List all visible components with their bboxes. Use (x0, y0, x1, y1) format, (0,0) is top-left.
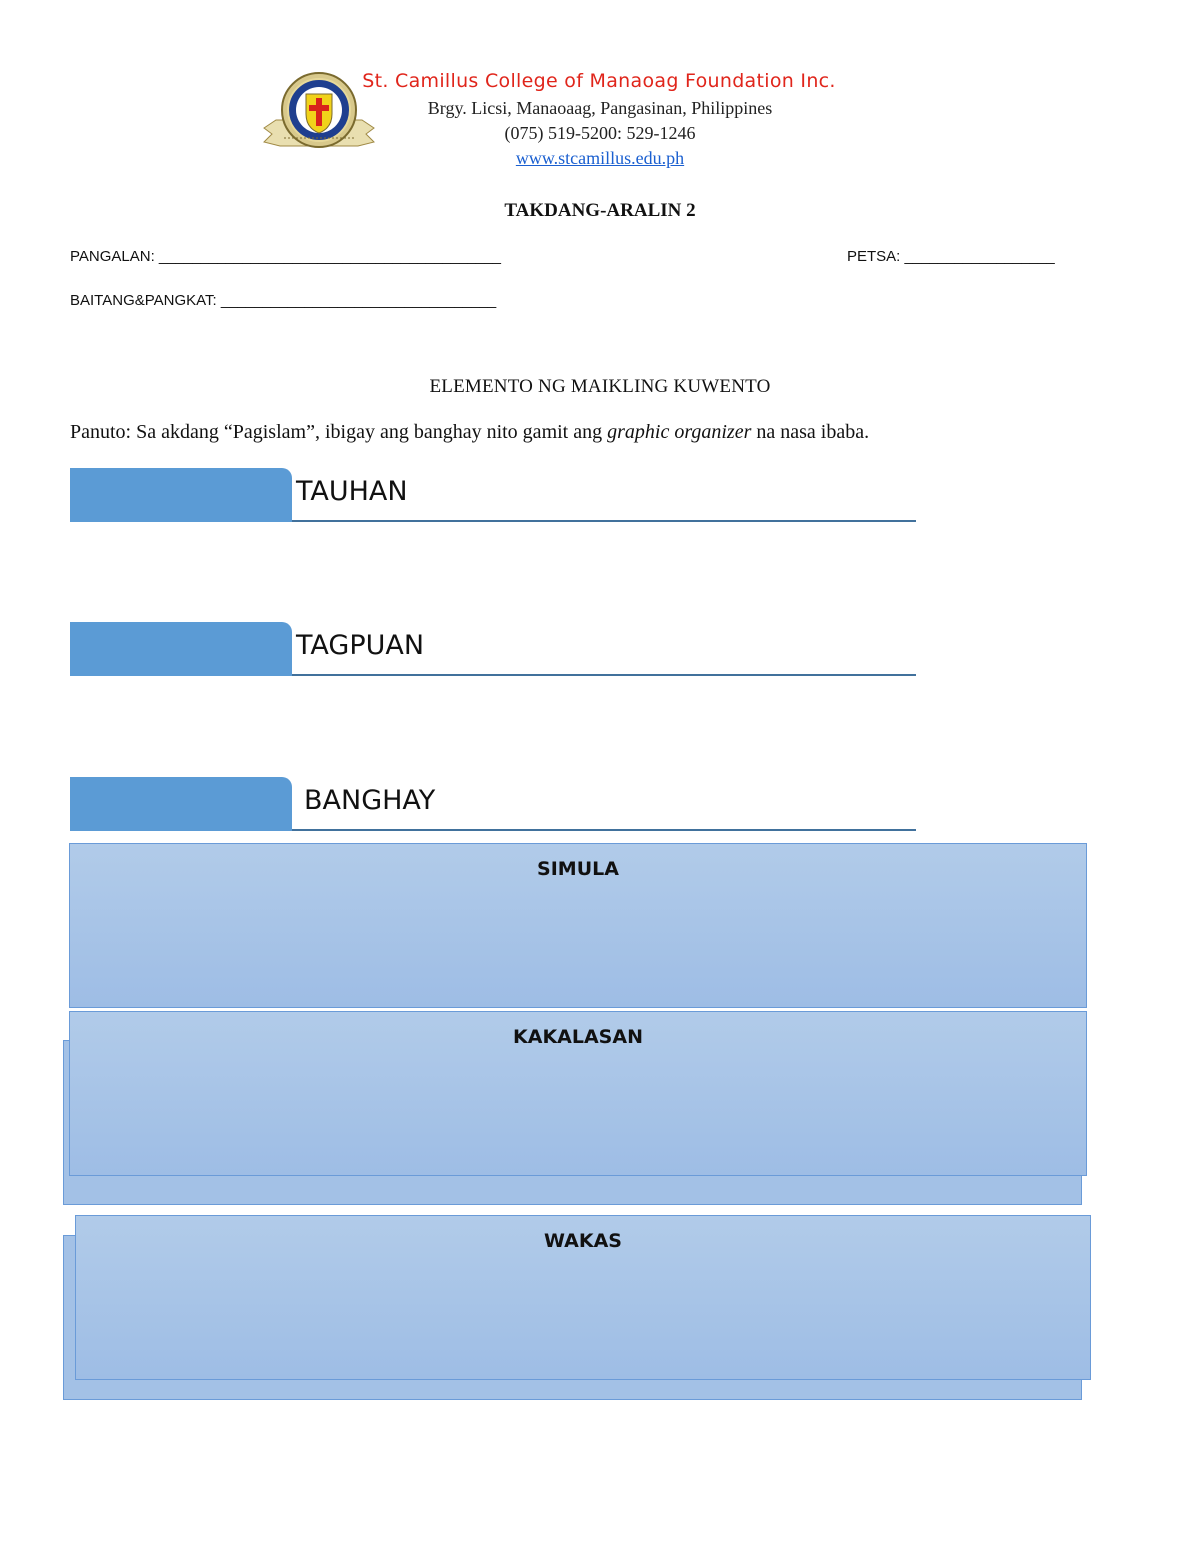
wakas-box[interactable] (75, 1215, 1091, 1380)
banghay-underline (292, 829, 916, 831)
school-address: Brgy. Licsi, Manaoaag, Pangasinan, Philippines (427, 98, 773, 118)
date-field: PETSA: __________________ (847, 248, 1055, 265)
tagpuan-tab (70, 622, 292, 676)
section-title: ELEMENTO NG MAIKLING KUWENTO (429, 376, 771, 397)
kakalasan-label: KAKALASAN (513, 1026, 643, 1048)
simula-box[interactable] (69, 843, 1087, 1008)
tagpuan-header (70, 622, 916, 676)
school-name: St. Camillus College of Manaoag Foundation Inc. (362, 70, 836, 92)
instruction-text (70, 421, 1170, 444)
simula-label: SIMULA (537, 858, 619, 880)
tauhan-label: TAUHAN (296, 476, 408, 507)
instruction-part-2: na nasa ibaba. (751, 421, 870, 443)
document-title: TAKDANG-ARALIN 2 (504, 200, 696, 221)
school-phone: (075) 519-5200: 529-1246 (504, 123, 696, 143)
kakalasan-box[interactable] (69, 1011, 1087, 1176)
tagpuan-underline (292, 674, 916, 676)
grade-section-field: BAITANG&PANGKAT: _________________________________ (70, 292, 497, 309)
wakas-label: WAKAS (544, 1230, 622, 1252)
tauhan-underline (292, 520, 916, 522)
tauhan-header (70, 468, 916, 522)
instruction-part-1: Panuto: Sa akdang “Pagislam”, ibigay ang banghay nito gamit ang (70, 421, 608, 443)
name-field: PANGALAN: _________________________________________ (70, 248, 501, 265)
banghay-header (70, 777, 916, 831)
tagpuan-label: TAGPUAN (296, 630, 425, 661)
banghay-label: BANGHAY (304, 785, 436, 816)
instruction-emphasis: graphic organizer (607, 421, 752, 443)
tauhan-tab (70, 468, 292, 522)
banghay-tab (70, 777, 292, 831)
school-website-link[interactable]: www.stcamillus.edu.ph (515, 148, 685, 168)
